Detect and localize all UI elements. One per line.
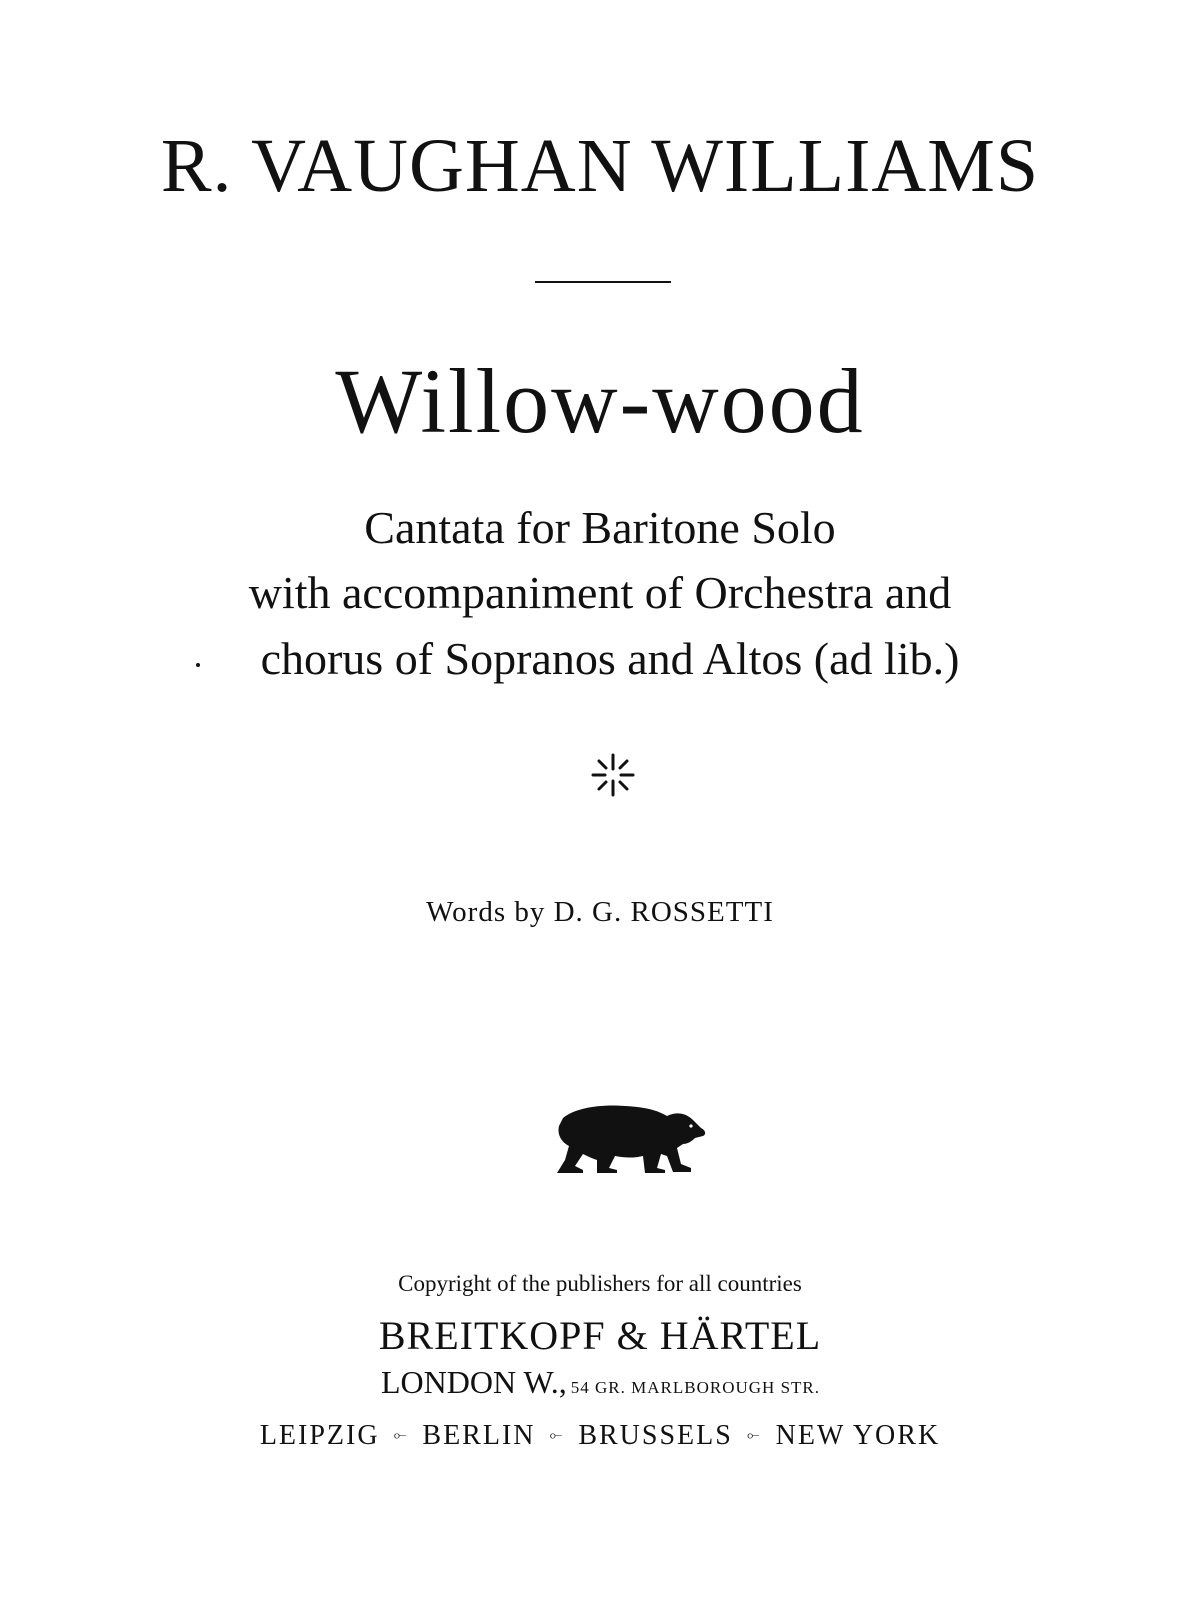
city-separator: ⟜ [393,1427,409,1444]
publisher-name: BREITKOPF & HÄRTEL [378,1313,822,1358]
city-separator: ⟜ [549,1427,565,1444]
city-item: BRUSSELS [578,1420,733,1451]
bear-logo-icon [545,1098,710,1178]
subtitle-line-2: with accompaniment of Orchestra and [248,567,952,618]
city-item: NEW YORK [775,1420,941,1451]
divider-rule [535,281,671,283]
address-city: LONDON W., [381,1364,567,1400]
asterisk-ornament-icon [590,752,636,798]
words-credit: Words by D. G. ROSSETTI [426,896,774,928]
city-separator: ⟜ [746,1427,762,1444]
copyright-notice: Copyright of the publishers for all countries [398,1271,802,1296]
city-item: LEIPZIG [259,1420,380,1451]
work-title: Willow-wood [335,350,865,452]
subtitle-line-1: Cantata for Baritone Solo [364,502,836,553]
subtitle-line-3: chorus of Sopranos and Altos (ad lib.) [260,633,960,684]
city-item: BERLIN [422,1420,536,1451]
cities-list [0,1422,1200,1450]
composer-name: R. VAUGHAN WILLIAMS [160,124,1040,208]
publisher-address [381,1366,820,1398]
address-street: 54 GR. MARLBOROUGH STR. [570,1378,821,1397]
stray-dot [196,663,200,667]
